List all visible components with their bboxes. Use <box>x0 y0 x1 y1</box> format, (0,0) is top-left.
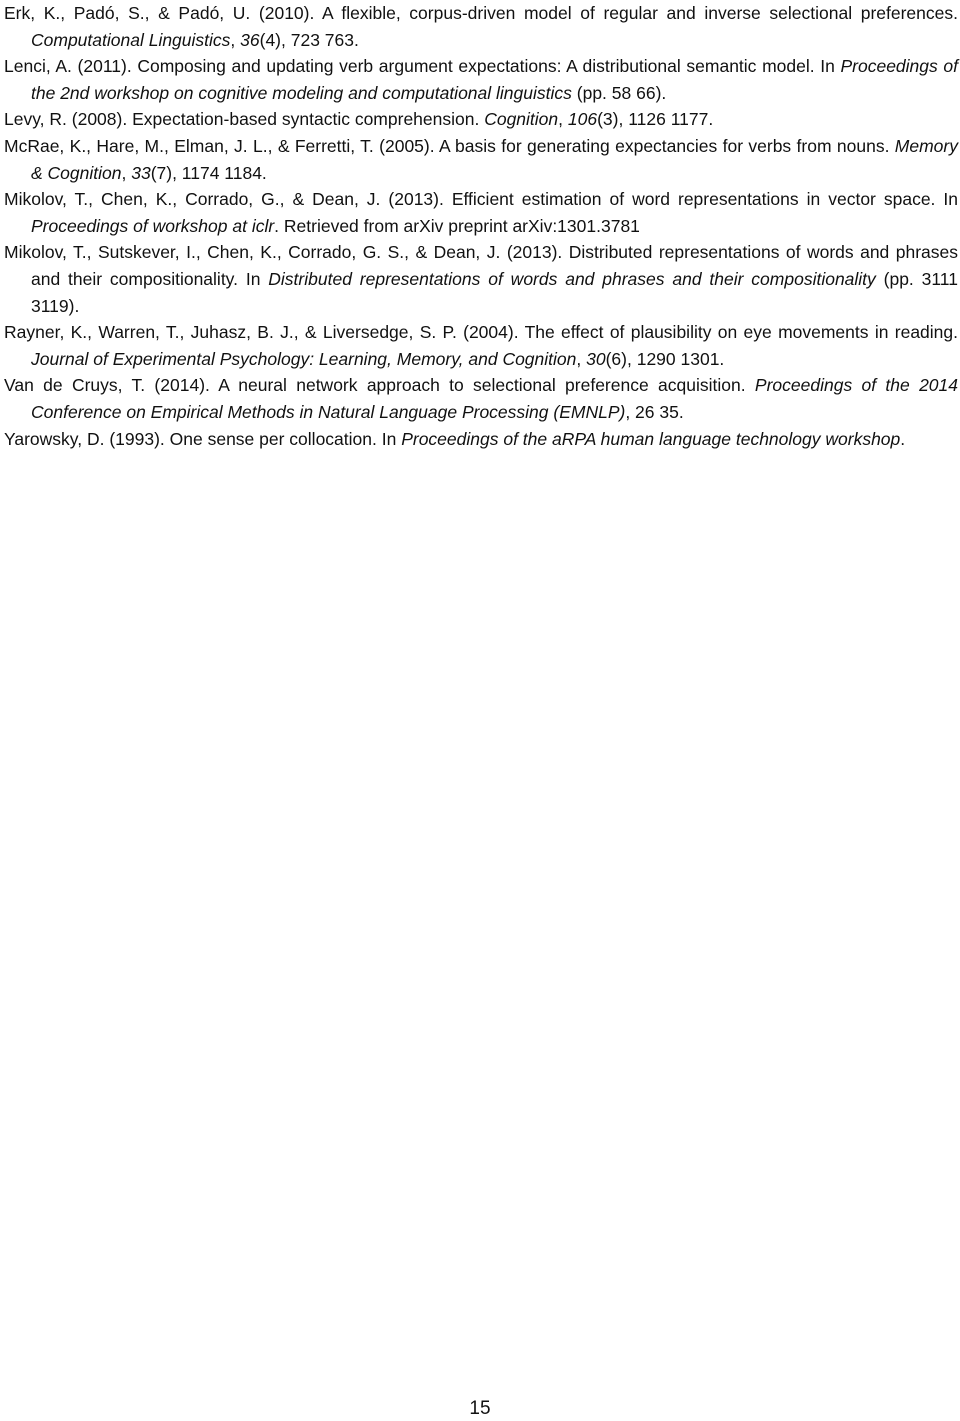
reference-italic-segment: Memory & Cognition <box>31 135 958 183</box>
reference-italic-segment: Proceedings of workshop at iclr <box>31 215 275 236</box>
reference-italic-segment: Proceedings of the 2nd workshop on cognitive modeling and computational linguistics <box>31 56 959 103</box>
reference-entry <box>4 372 958 425</box>
reference-italic-segment: Journal of Experimental Psychology: Learning, Memory, and Cognition <box>31 348 577 369</box>
reference-text-segment: Lenci, A. (2011). Composing and updating verb argument expectations: A distributional semantic model. In <box>4 56 841 77</box>
reference-entry <box>4 319 958 372</box>
reference-list <box>4 0 958 452</box>
reference-entry <box>4 426 958 453</box>
reference-entry <box>4 53 958 106</box>
reference-italic-segment: Computational Linguistics <box>31 29 231 50</box>
reference-text-segment: (pp. 3111 3119). <box>31 268 958 316</box>
reference-text-segment: , <box>121 162 132 183</box>
reference-text-segment: Yarowsky, D. (1993). One sense per collocation. In <box>4 428 402 449</box>
reference-text-segment: (4), 723 763. <box>259 29 359 50</box>
reference-italic-segment: 33 <box>131 162 151 183</box>
reference-text-segment: McRae, K., Hare, M., Elman, J. L., & Ferretti, T. (2005). A basis for generating expectancies for verbs from nouns. <box>4 135 895 156</box>
reference-italic-segment: Proceedings of the aRPA human language technology workshop <box>401 428 901 449</box>
reference-text-segment: (7), 1174 1184. <box>150 162 267 183</box>
reference-italic-segment: 30 <box>586 348 606 369</box>
reference-text-segment: Levy, R. (2008). Expectation-based syntactic comprehension. <box>4 109 485 130</box>
reference-text-segment: Mikolov, T., Chen, K., Corrado, G., & Dean, J. (2013). Efficient estimation of word representations in vector space. In <box>4 189 958 210</box>
reference-italic-segment: Cognition <box>484 109 559 130</box>
reference-text-segment: Mikolov, T., Sutskever, I., Chen, K., Corrado, G. S., & Dean, J. (2013). Distributed representations of words and phrases and their compositionality. In <box>4 242 958 289</box>
reference-text-segment: , 26 35. <box>625 401 684 422</box>
reference-text-segment: Erk, K., Padó, S., & Padó, U. (2010). A flexible, corpus-driven model of regular and inverse selectional preferences. <box>4 3 958 23</box>
page-number: 15 <box>469 1398 491 1419</box>
reference-entry <box>4 239 958 319</box>
reference-italic-segment: 106 <box>567 109 598 130</box>
reference-entry <box>4 106 958 133</box>
reference-text-segment: , <box>558 109 568 130</box>
reference-text-segment: , <box>230 29 241 50</box>
reference-text-segment: (3), 1126 1177. <box>597 109 714 130</box>
reference-entry <box>4 133 958 186</box>
reference-italic-segment: 36 <box>240 29 260 50</box>
reference-italic-segment: Distributed representations of words and phrases and their compositionality <box>268 268 876 289</box>
reference-text-segment: (6), 1290 1301. <box>605 348 725 369</box>
reference-entry <box>4 0 958 53</box>
reference-text-segment: , <box>576 348 587 369</box>
reference-text-segment: . <box>900 428 906 449</box>
reference-entry <box>4 186 958 239</box>
reference-italic-segment: Proceedings of the 2014 Conference on Empirical Methods in Natural Language Processing (EMNLP) <box>31 375 959 422</box>
reference-text-segment: (pp. 58 66). <box>571 82 667 103</box>
reference-text-segment: Rayner, K., Warren, T., Juhasz, B. J., & Liversedge, S. P. (2004). The effect of plausibility on eye movements in reading. <box>4 322 958 343</box>
reference-text-segment: . Retrieved from arXiv preprint arXiv:1301.3781 <box>274 215 640 236</box>
reference-text-segment: Van de Cruys, T. (2014). A neural network approach to selectional preference acquisition. <box>4 375 755 396</box>
